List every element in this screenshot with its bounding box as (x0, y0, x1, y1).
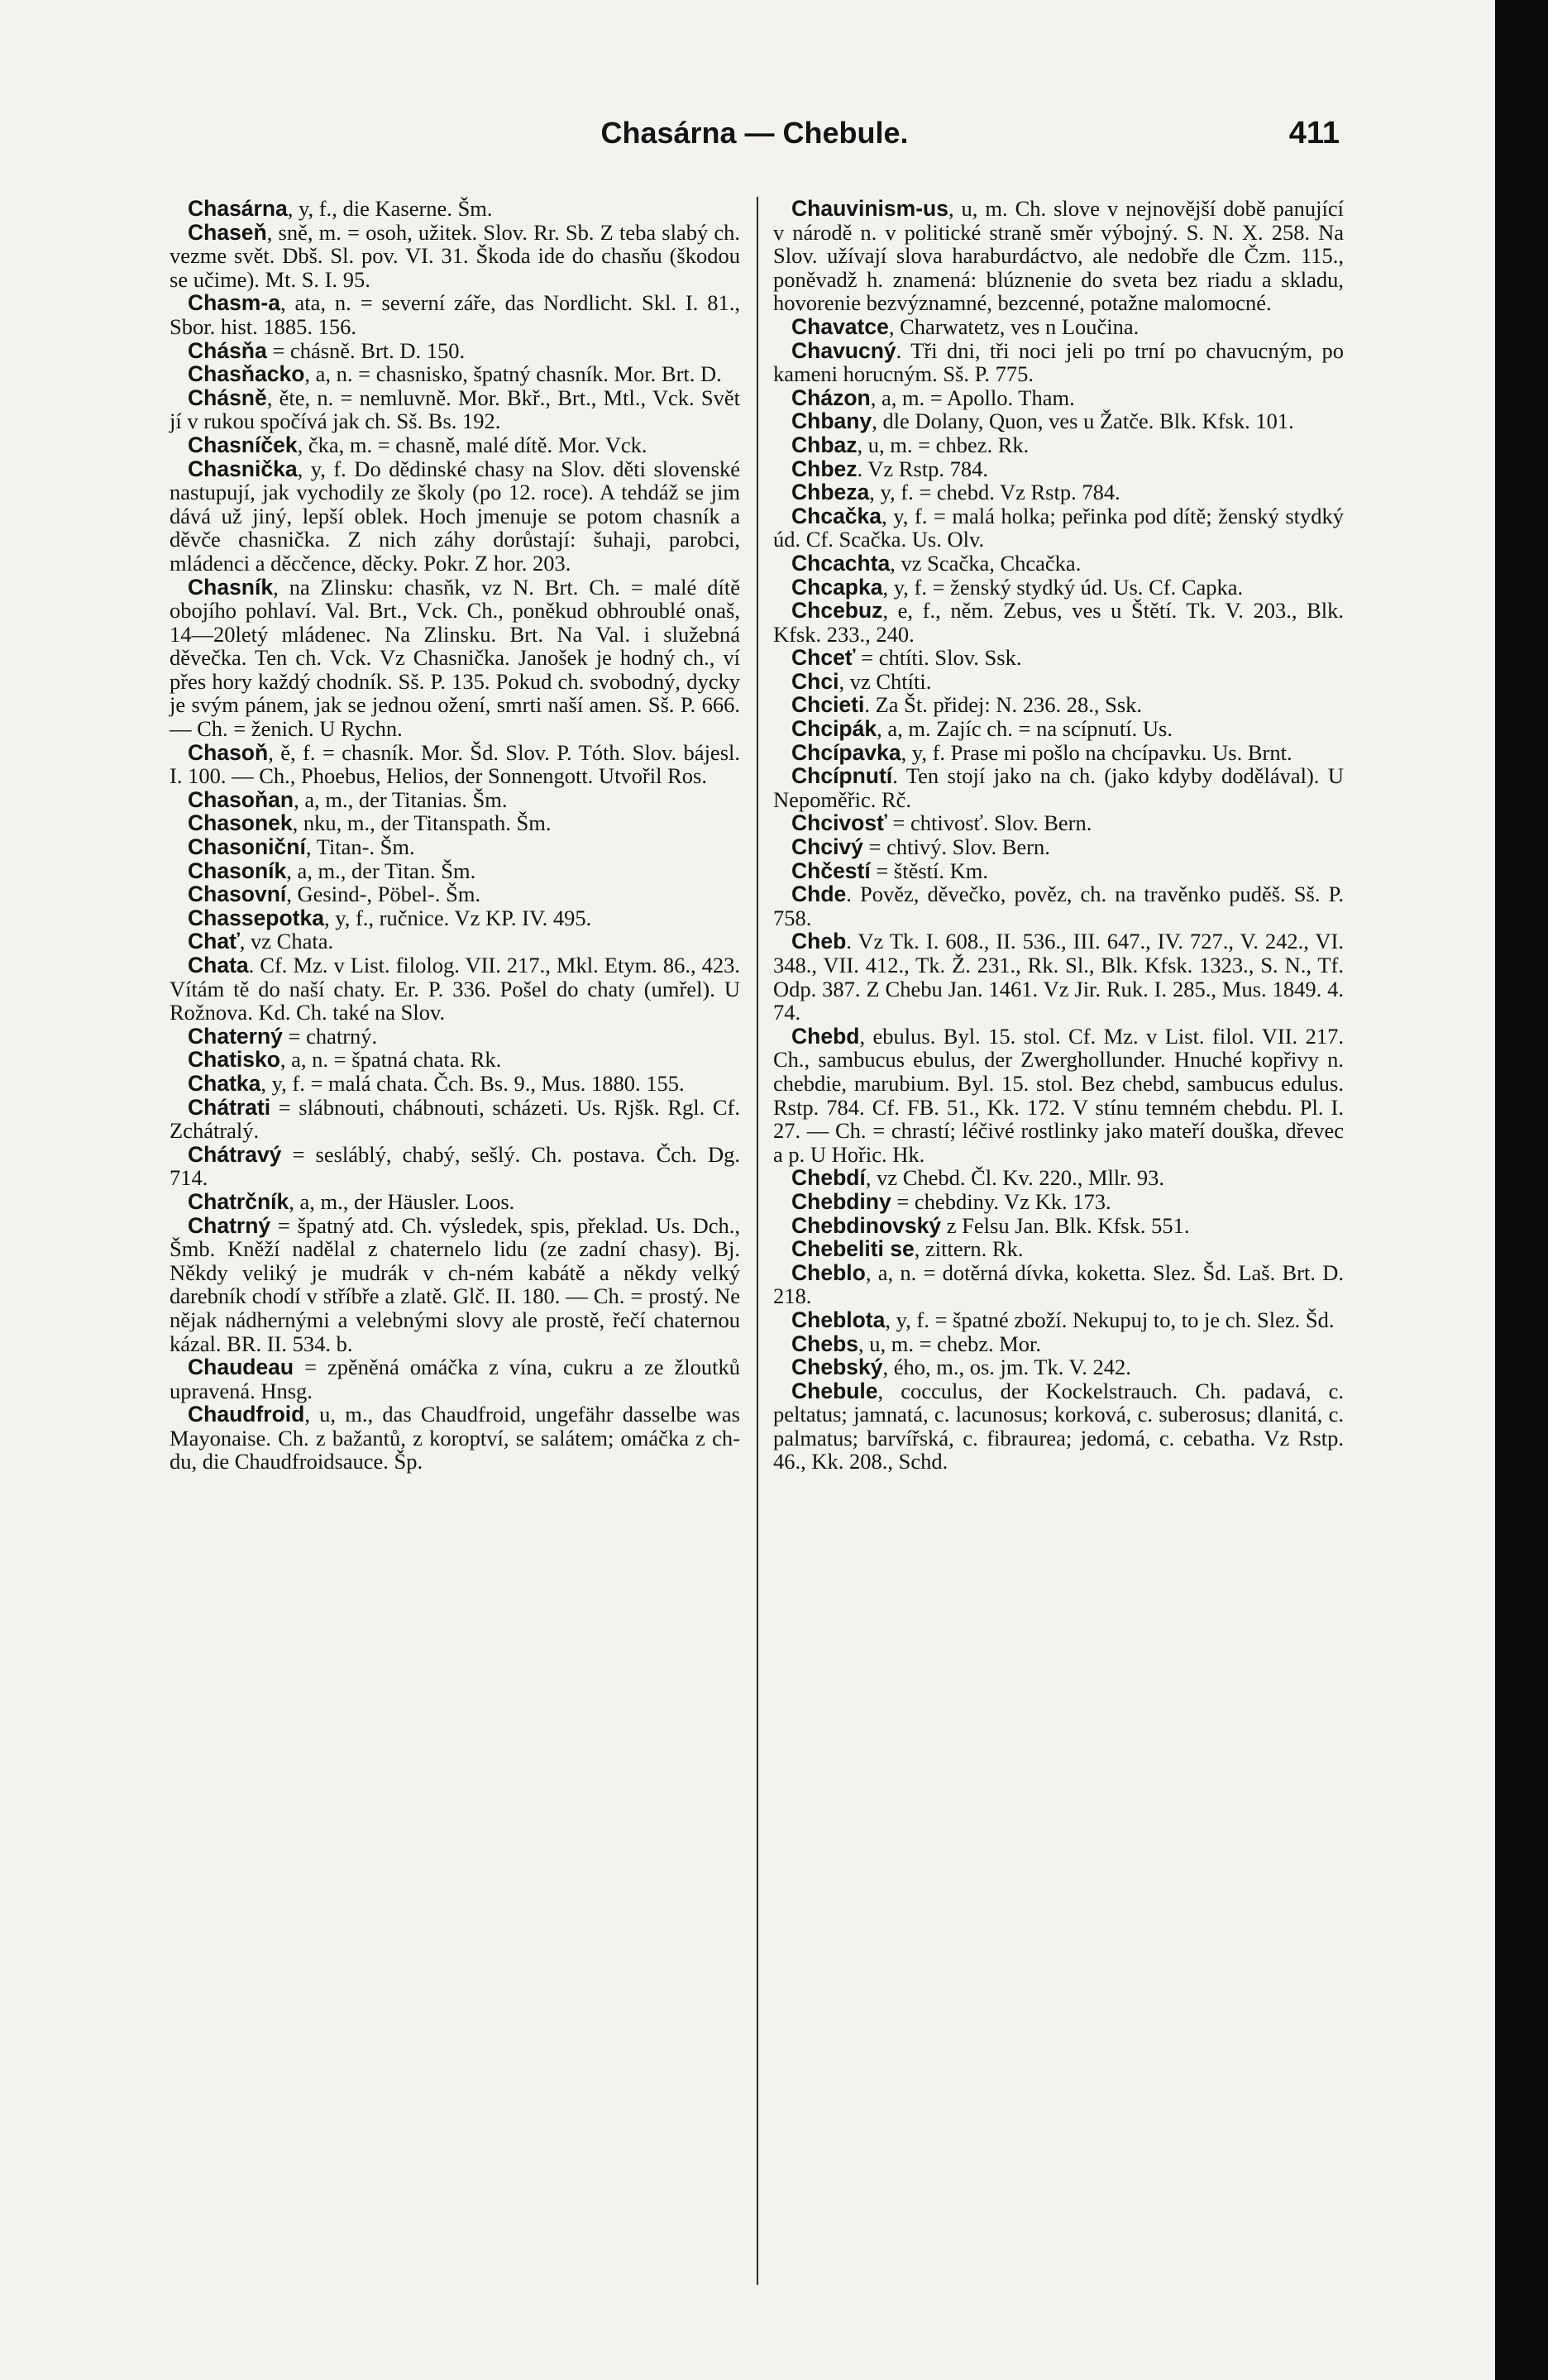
entry-headword: Chcípavka (791, 739, 901, 765)
entry-definition: . Ten stojí jako na ch. (jako kdyby dodělával). U Nepoměřic. Rč. (773, 763, 1344, 812)
dictionary-entry (170, 221, 740, 292)
entry-definition: , vz Chebd. Čl. Kv. 220., Mllr. 93. (865, 1165, 1164, 1191)
entry-headword: Chasoniční (188, 834, 306, 860)
entry-headword: Chaudeau (188, 1355, 294, 1380)
dictionary-entry (773, 764, 1344, 811)
dictionary-entry (773, 480, 1344, 504)
column-divider (757, 197, 758, 2285)
entry-headword: Chaseň (188, 219, 267, 245)
page-header (170, 116, 1340, 165)
scan-edge-shadow (1495, 0, 1548, 2380)
page-number: 411 (1288, 116, 1340, 151)
dictionary-entry (773, 811, 1344, 835)
entry-headword: Chauvinism-us (791, 196, 948, 221)
entry-definition: , na Zlinsku: chasňk, vz N. Brt. Ch. = malé dítě obojího pohlaví. Val. Brt., Vck. Ch., poněkud obhroublé onaš, 14—20letý mládenec. Na Zlinsku. Brt. Na Val. i služebná děvečka. Ten ch. Vck. Vz Chasnička. Janošek je hodný ch., ví přes hory každý chodník. Sš. P. 135. Pokud ch. svobodný, dycky je svým pánem, jak se jednou ožení, smrti naší amen. Sš. P. 666. — Ch. = ženich. U Rychn. (170, 574, 740, 742)
dictionary-entry (170, 1143, 740, 1190)
entry-headword: Chata (188, 953, 249, 977)
entry-definition: , vz Chtíti. (838, 668, 932, 694)
entry-definition: , u, m. = chebz. Mor. (858, 1331, 1042, 1356)
dictionary-entry (170, 859, 740, 883)
entry-headword: Chásňa (188, 337, 267, 363)
dictionary-entry (170, 1072, 740, 1096)
entry-headword: Cheb (791, 929, 847, 954)
dictionary-entry (170, 1048, 740, 1072)
entry-headword: Chceť (791, 645, 856, 671)
entry-definition: = chásně. Brt. D. 150. (266, 337, 466, 363)
dictionary-entry (170, 788, 740, 812)
dictionary-entry (773, 457, 1344, 481)
entry-definition: , a, m. Zajíc ch. = na scípnutí. Us. (877, 716, 1173, 742)
entry-definition: . Pověz, děvečko, pověz, ch. na travěnko puděš. Sš. P. 758. (773, 882, 1344, 930)
entry-headword: Chebule (791, 1378, 878, 1403)
entry-headword: Chcivosť (791, 810, 887, 836)
right-column (773, 197, 1344, 1474)
entry-definition: . Tři dni, tři noci jeli po trní po chavucným, po kameni horucným. Sš. P. 775. (773, 337, 1344, 387)
entry-definition: = chatrný. (282, 1023, 378, 1049)
entry-headword: Chasonek (188, 810, 293, 836)
entry-headword: Chásně (188, 385, 267, 410)
dictionary-entry (773, 315, 1344, 339)
entry-headword: Chasňacko (188, 361, 305, 387)
entry-headword: Chebdinovský (791, 1212, 942, 1238)
entry-definition: = chtivosť. Slov. Bern. (886, 810, 1092, 836)
entry-headword: Chatisko (188, 1047, 280, 1073)
entry-headword: Chatrčník (188, 1188, 289, 1214)
dictionary-entry (170, 339, 740, 363)
entry-headword: Chaterný (188, 1023, 283, 1049)
dictionary-entry (773, 1190, 1344, 1214)
entry-headword: Chať (188, 929, 240, 954)
entry-headword: Chavatce (791, 313, 889, 339)
entry-headword: Chcivý (791, 834, 863, 860)
dictionary-entry (170, 811, 740, 835)
entry-definition: , y, f. = malá chata. Čch. Bs. 9., Mus. 1880. 155. (260, 1070, 685, 1096)
entry-headword: Chcebuz (791, 598, 883, 624)
dictionary-entry (773, 670, 1344, 694)
entry-definition: , vz Scačka, Chcačka. (890, 550, 1082, 576)
entry-definition: . Cf. Mz. v List. filolog. VII. 217., Mkl. Etym. 86., 423. Vítám tě do naší chaty. Er. P. 336. Pošel do chaty (umřel). U Rožnova. Kd. Ch. také na Slov. (170, 953, 740, 1025)
entry-definition: . Za Št. přidej: N. 236. 28., Ssk. (864, 692, 1143, 718)
entry-definition: , a, m., der Häusler. Loos. (289, 1188, 515, 1214)
entry-headword: Chcačka (791, 503, 882, 528)
entry-headword: Chebs (791, 1331, 858, 1356)
entry-definition: = špatný atd. Ch. výsledek, spis, překlad. Us. Dch., Šmb. Kněží nadělal z chaternelo lidu (ze zadní chasy). Bj. Někdy veliký je mudrák v ch-ném kabátě a někdy velký darebník chodí v stříbře a zlatě. Glč. II. 180. — Ch. = prostý. Ne nějak nádhernými a velebnými slovy ale prostě, řečí chaternou kázal. BR. II. 534. b. (170, 1212, 740, 1356)
dictionary-entry (773, 1355, 1344, 1379)
entry-definition: = sesláblý, chabý, sešlý. Ch. postava. Čch. Dg. 714. (170, 1141, 740, 1191)
dictionary-entry (773, 741, 1344, 765)
entry-definition: , a, n. = špatná chata. Rk. (280, 1047, 502, 1073)
dictionary-entry (170, 1403, 740, 1474)
entry-definition: . Vz Rstp. 784. (857, 456, 989, 481)
dictionary-entry (773, 1025, 1344, 1167)
entry-definition: , y, f. = špatné zboží. Nekupuj to, to je ch. Slez. Šd. (885, 1307, 1335, 1332)
dictionary-entry (170, 197, 740, 221)
dictionary-entry (170, 1355, 740, 1403)
entry-definition: , ebulus. Byl. 15. stol. Cf. Mz. v List. filol. VII. 217. Ch., sambucus ebulus, der Zwerghollunder. Hnuché kopřivy n. chebdie, marubium. Byl. 15. stol. Bez chebd, sambucus edulus. Rstp. 784. Cf. FB. 51., Kk. 172. V stínu temném chebdu. Pl. I. 27. — Ch. = chrastí; léčivé rostlinky jako mateří douška, dřevec a p. U Hořic. Hk. (773, 1023, 1344, 1167)
dictionary-entry (773, 1308, 1344, 1332)
entry-headword: Chbez (791, 456, 858, 481)
dictionary-entry (170, 930, 740, 953)
entry-headword: Chebeliti se (791, 1236, 915, 1262)
entry-definition: , Gesind-, Pöbel-. Šm. (286, 882, 481, 907)
entry-definition: = chebdiny. Vz Kk. 173. (891, 1188, 1111, 1214)
left-column (170, 197, 740, 1474)
entry-definition: , y, f. = chebd. Vz Rstp. 784. (869, 480, 1120, 505)
dictionary-entry (773, 599, 1344, 646)
entry-definition: , ěte, n. = nemluvně. Mor. Bkř., Brt., Mtl., Vck. Svět jí v rukou spočívá jak ch. Sš. Bs. 192. (170, 385, 740, 434)
entry-headword: Chcapka (791, 574, 883, 600)
entry-headword: Chasnička (188, 456, 298, 481)
entry-definition: , Charwatetz, ves n Loučina. (888, 313, 1140, 339)
entry-headword: Chaudfroid (188, 1402, 305, 1427)
dictionary-entry (773, 504, 1344, 552)
entry-headword: Chebd (791, 1023, 860, 1049)
entry-headword: Chasm-a (188, 290, 280, 316)
entry-headword: Chcachta (791, 550, 891, 576)
dictionary-entry (773, 882, 1344, 930)
entry-definition: , cocculus, der Kockelstrauch. Ch. padavá, c. peltatus; jamnatá, c. lacunosus; korková, c. suberosus; dlanitá, c. palmatus; barvířská, c. fibraurea; jedomá, c. cebatha. Vz Rstp. 46., Kk. 208., Schd. (773, 1378, 1344, 1474)
entry-definition: , a, m., der Titan. Šm. (286, 858, 476, 883)
entry-headword: Chavucný (791, 337, 896, 363)
entry-headword: Chasoň (188, 739, 269, 765)
dictionary-entry (170, 906, 740, 930)
entry-headword: Chatrný (188, 1212, 271, 1238)
running-head: Chasárna — Chebule. (600, 116, 909, 150)
entry-definition: , u, m. = chbez. Rk. (857, 432, 1030, 457)
dictionary-entry (773, 576, 1344, 600)
entry-headword: Chasárna (188, 196, 288, 221)
entry-headword: Chasníček (188, 432, 298, 457)
dictionary-entry (773, 197, 1344, 315)
dictionary-entry (773, 409, 1344, 433)
entry-headword: Cházon (791, 385, 871, 410)
dictionary-entry (773, 646, 1344, 670)
entry-definition: , e, f., něm. Zebus, ves u Štětí. Tk. V. 203., Blk. Kfsk. 233., 240. (773, 598, 1344, 647)
entry-headword: Chde (791, 882, 847, 907)
entry-definition: , u, m. Ch. slove v nejnovější době panující v národě n. v politické straně směr výbojný. S. N. X. 258. Na Slov. užívají slova haraburdáctvo, ale nedobře dle Čzm. 115., poněvadž h. znamená: blúznenie do sveta bez riadu a skladu, hovorenie bezvýznamné, bezcenné, potažne malomocné. (773, 196, 1344, 316)
entry-headword: Chcípnutí (791, 763, 893, 789)
dictionary-entry (773, 1261, 1344, 1308)
dictionary-entry (170, 835, 740, 859)
entry-headword: Chebský (791, 1355, 883, 1380)
dictionary-entry (773, 1214, 1344, 1238)
entry-definition: , a, m. = Apollo. Tham. (870, 385, 1075, 410)
entry-definition: , a, n. = chasnisko, špatný chasník. Mor. Brt. D. (304, 361, 722, 387)
dictionary-entry (773, 835, 1344, 859)
dictionary-entry (170, 1025, 740, 1049)
entry-definition: = slábnouti, chábnouti, scházeti. Us. Rjšk. Rgl. Cf. Zchátralý. (170, 1094, 740, 1144)
entry-definition: , sně, m. = osoh, užitek. Slov. Rr. Sb. Z teba slabý ch. vezme svět. Dbš. Sl. pov. VI. 31. Škoda ide do chasňu (škodou se učime). Mt. S. I. 95. (170, 219, 740, 292)
entry-headword: Chbany (791, 409, 872, 434)
entry-definition: , a, m., der Titanias. Šm. (294, 786, 508, 812)
dictionary-entry (773, 1379, 1344, 1474)
entry-definition: , vz Chata. (239, 929, 334, 954)
entry-definition: = chtivý. Slov. Bern. (862, 834, 1050, 860)
entry-definition: , ata, n. = severní záře, das Nordlicht. Skl. I. 81., Sbor. hist. 1885. 156. (170, 290, 740, 339)
entry-definition: , Titan-. Šm. (305, 834, 415, 860)
entry-headword: Chátravý (188, 1141, 282, 1167)
entry-headword: Chasoník (188, 858, 287, 883)
entry-definition: , dle Dolany, Quon, ves u Žatče. Blk. Kfsk. 101. (872, 409, 1294, 434)
entry-definition: , a, n. = dotěrná dívka, koketta. Slez. Šd. Laš. Brt. D. 218. (773, 1259, 1344, 1309)
dictionary-entry (773, 693, 1344, 717)
entry-headword: Chátrati (188, 1094, 271, 1120)
entry-headword: Chasoňan (188, 786, 294, 812)
dictionary-entry (773, 1332, 1344, 1356)
entry-headword: Chebdiny (791, 1188, 891, 1214)
dictionary-entry (773, 1237, 1344, 1261)
dictionary-entry (773, 930, 1344, 1024)
entry-definition: , nku, m., der Titanspath. Šm. (292, 810, 552, 836)
dictionary-entry (170, 457, 740, 576)
entry-headword: Chatka (188, 1070, 261, 1096)
dictionary-entry (170, 291, 740, 338)
entry-headword: Chasník (188, 574, 274, 600)
dictionary-entry (170, 1096, 740, 1143)
dictionary-entry (773, 717, 1344, 741)
entry-definition: = chtíti. Slov. Ssk. (855, 645, 1022, 671)
entry-definition: , ě, f. = chasník. Mor. Šd. Slov. P. Tóth. Slov. bájesl. I. 100. — Ch., Phoebus, Helios, der Sonnengott. Utvořil Ros. (170, 739, 740, 789)
entry-headword: Chassepotka (188, 905, 324, 930)
entry-headword: Chbeza (791, 480, 870, 505)
entry-definition: , y, f., ručnice. Vz KP. IV. 495. (323, 905, 592, 930)
entry-definition: , y, f. Prase mi pošlo na chcípavku. Us. Brnt. (901, 739, 1292, 765)
entry-definition: , y, f. = malá holka; peřinka pod dítě; ženský stydký úd. Cf. Scačka. Us. Olv. (773, 503, 1344, 552)
entry-definition: , ého, m., os. jm. Tk. V. 242. (882, 1355, 1131, 1380)
dictionary-entry (170, 1190, 740, 1214)
entry-headword: Chci (791, 668, 839, 694)
dictionary-entry (170, 953, 740, 1025)
dictionary-entry (773, 1166, 1344, 1190)
entry-definition: . Vz Tk. I. 608., II. 536., III. 647., IV. 727., V. 242., VI. 348., VII. 412., Tk. Ž. 231., Rk. Sl., Blk. Kfsk. 1323., S. N., Tf. Odp. 387. Z Chebu Jan. 1461. Vz Jir. Ruk. I. 285., Mus. 1849. 4. 74. (773, 929, 1344, 1025)
entry-definition: = štěstí. Km. (870, 858, 989, 883)
dictionary-entry (170, 362, 740, 386)
entry-definition: , zittern. Rk. (914, 1236, 1024, 1262)
entry-headword: Chbaz (791, 432, 858, 457)
entry-headword: Chasovní (188, 882, 287, 907)
entry-definition: , y, f. = ženský stydký úd. Us. Cf. Capka. (882, 574, 1244, 600)
dictionary-entry (170, 1214, 740, 1356)
entry-headword: Chebdí (791, 1165, 866, 1191)
entry-headword: Chcieti (791, 692, 865, 718)
entry-definition: , y, f. Do dědinské chasy na Slov. děti slovenské nastupují, jak vychodily ze školy (po 12. roce). A tehdáž se jim dává už jiný, lepší oblek. Hoch jmenuje se potom chasník a děvče chasnička. Z nich záhy dorůstají: šuhaji, parobci, mládenci a děcčence, děcky. Pokr. Z hor. 203. (170, 456, 740, 576)
dictionary-entry (170, 386, 740, 433)
dictionary-entry (170, 433, 740, 457)
dictionary-entry (170, 882, 740, 906)
entry-headword: Cheblo (791, 1259, 866, 1285)
dictionary-entry (773, 433, 1344, 457)
entry-definition: = zpěněná omáčka z vína, cukru a ze žloutků upravená. Hnsg. (170, 1355, 740, 1403)
dictionary-entry (170, 741, 740, 788)
entry-definition: z Felsu Jan. Blk. Kfsk. 551. (941, 1212, 1190, 1238)
dictionary-entry (773, 859, 1344, 883)
entry-definition: , u, m., das Chaudfroid, ungefähr dasselbe was Mayonaise. Ch. z bažantů, z koroptví, se salátem; omáčka z ch-du, die Chaudfroidsauce. Šp. (170, 1402, 740, 1474)
entry-definition: , čka, m. = chasně, malé dítě. Mor. Vck. (297, 432, 647, 457)
entry-headword: Chčestí (791, 858, 871, 883)
entry-headword: Cheblota (791, 1307, 886, 1332)
dictionary-entry (773, 386, 1344, 410)
dictionary-entry (170, 576, 740, 741)
dictionary-entry (773, 339, 1344, 386)
dictionary-entry (773, 552, 1344, 576)
entry-definition: , y, f., die Kaserne. Šm. (287, 196, 493, 221)
entry-headword: Chcipák (791, 716, 877, 742)
